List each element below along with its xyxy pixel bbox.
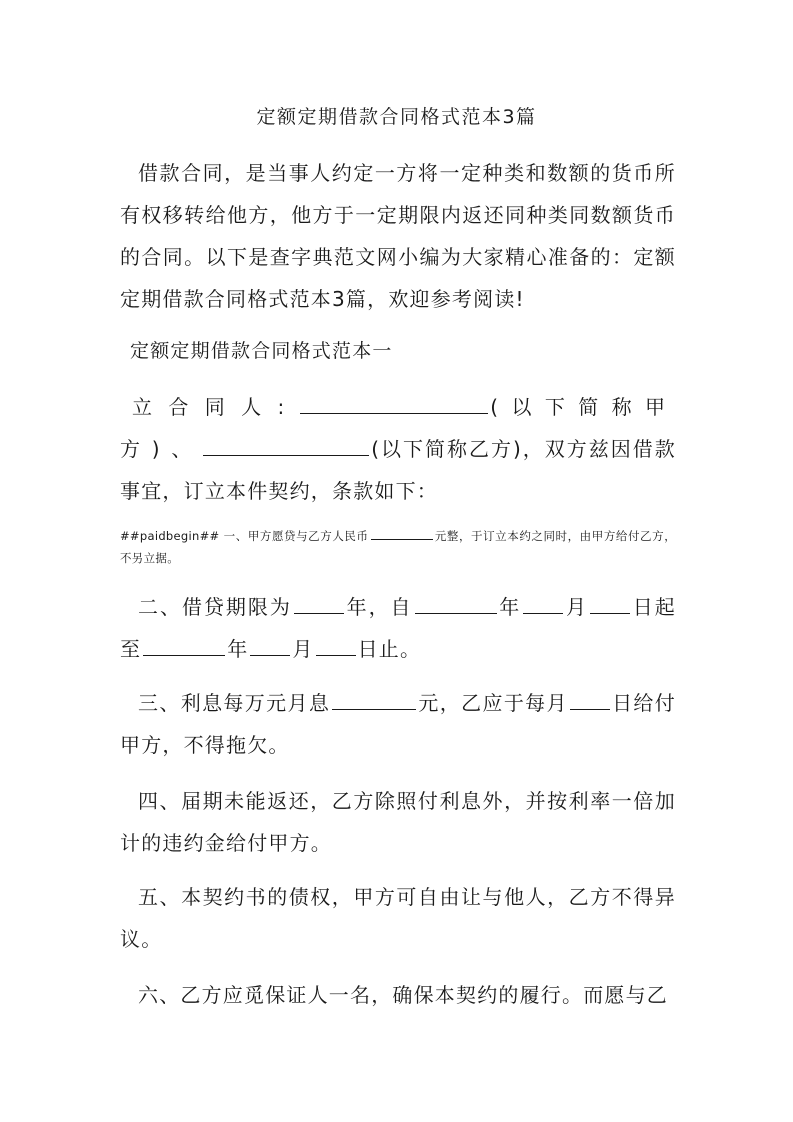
clause-5-text-a: 五、本契约书的债权，甲方可自由让与他人，乙方不得异 <box>138 885 676 909</box>
parties-paragraph <box>120 386 676 512</box>
clause-1-text-b: 元整，于订立本约之同时，由甲方给 <box>434 529 628 543</box>
intro-line-2: 有权移转给他方，他方于一定期限内返还同种类同数额货币 <box>120 203 676 227</box>
clause-1-amount-blank <box>371 525 433 540</box>
clause-3-text-d: 甲方，不得拖欠。 <box>120 733 290 757</box>
clause-2-end-month-blank <box>250 633 290 656</box>
clause-2-start-year-blank <box>415 591 497 614</box>
clause-2 <box>120 586 676 670</box>
clause-2-years-blank <box>294 591 344 614</box>
clause-2-text-g: 月 <box>292 637 314 661</box>
clause-2-text-f: 年 <box>227 637 249 661</box>
clause-1 <box>120 525 676 569</box>
clause-5 <box>120 876 676 960</box>
clause-2-text-b: 年，自 <box>345 595 413 619</box>
parties-closing: 立本件契约，条款如下： <box>204 479 439 503</box>
clause-2-text-e: 日起至 <box>120 595 676 661</box>
parties-label: 立合同人: <box>132 395 299 419</box>
clause-2-start-day-blank <box>590 591 630 614</box>
intro-line-3: 的合同。以下是查字典范文网小编为大家精心准备的：定额 <box>120 245 676 269</box>
clause-4 <box>120 780 676 864</box>
clause-2-text-a: 二、借贷期限为 <box>138 595 292 619</box>
clause-2-end-year-blank <box>143 633 225 656</box>
intro-paragraph <box>120 152 676 320</box>
clause-2-end-day-blank <box>316 633 356 656</box>
clause-2-text-d: 月 <box>565 595 589 619</box>
clause-2-start-month-blank <box>523 591 563 614</box>
clause-2-text-c: 年 <box>498 595 522 619</box>
party-a-suffix: (以下简称甲方)、 <box>120 395 676 461</box>
clause-3-text-b: 元，乙应于每月 <box>418 691 568 715</box>
clause-3-interest-blank <box>332 687 416 710</box>
party-a-blank <box>300 391 488 414</box>
clause-3 <box>120 682 676 766</box>
document-title: 定额定期借款合同格式范本3篇 <box>256 106 537 128</box>
clause-5-text-b: 议。 <box>120 927 163 951</box>
clause-2-text-h: 日止。 <box>357 637 422 661</box>
clause-1-text-c: 付乙方，不另立据。 <box>120 529 677 565</box>
clause-6: 六、乙方应觅保证人一名，确保本契约的履行。而愿与乙 <box>138 983 668 1007</box>
intro-line-1: 借款合同，是当事人约定一方将一定种类和数额的货币所 <box>138 161 676 185</box>
party-b-suffix: (以下简称乙方)，双方兹因借款事宜，订 <box>120 437 676 503</box>
clause-4-text-b: 计的违约金给付甲方。 <box>120 831 332 855</box>
party-b-blank <box>203 433 369 456</box>
clause-3-text-c: 日给付 <box>611 691 676 715</box>
clause-3-day-blank <box>570 687 610 710</box>
clause-3-text-a: 三、利息每万元月息 <box>138 691 331 715</box>
intro-line-4: 定期借款合同格式范本3篇，欢迎参考阅读! <box>120 287 525 311</box>
section-heading: 定额定期借款合同格式范本一 <box>130 340 393 362</box>
clause-4-text-a: 四、届期未能返还，乙方除照付利息外，并按利率一倍加 <box>138 789 676 813</box>
clause-1-text-a: ##paidbegin## 一、甲方愿贷与乙方人民币 <box>120 529 369 543</box>
